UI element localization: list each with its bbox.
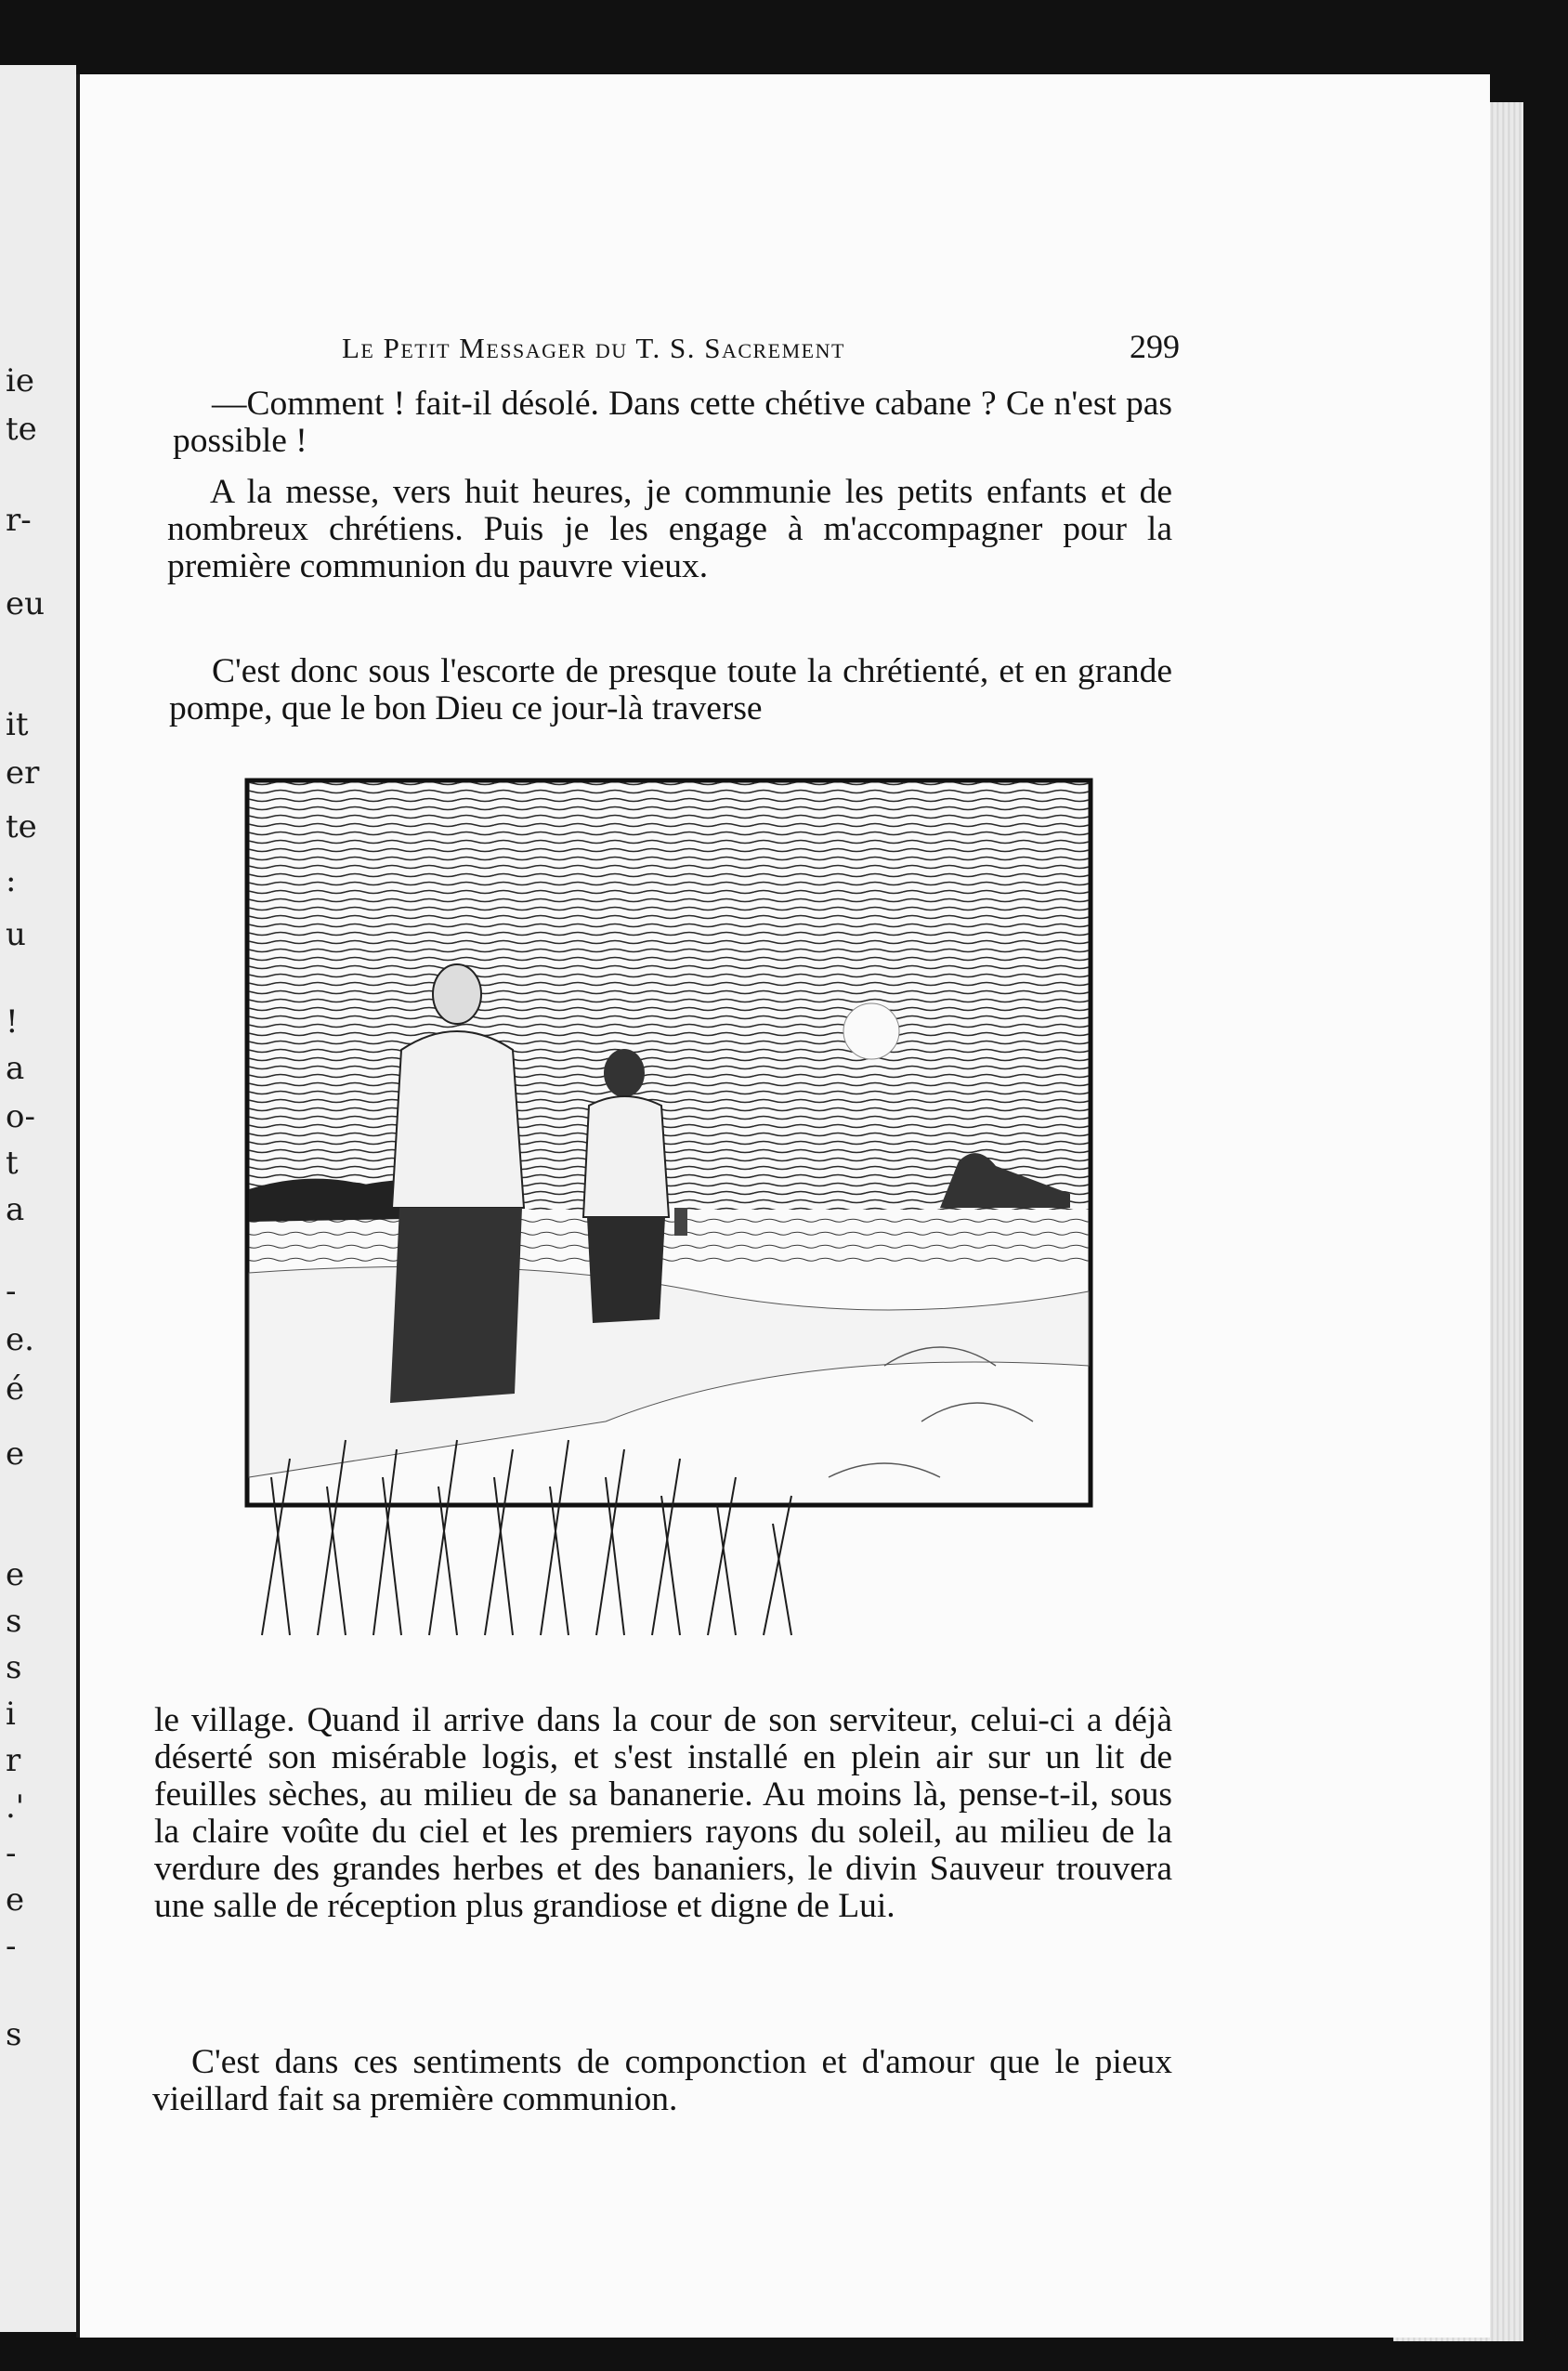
page-fragment: r <box>6 1742 21 1779</box>
page-fragment: it <box>6 706 29 743</box>
page-fragment: é <box>6 1370 25 1408</box>
page-fragment: - <box>6 1273 17 1310</box>
page-fragment: te <box>6 411 37 448</box>
page-fragment: i <box>6 1696 16 1733</box>
page-fragment: : <box>6 862 17 899</box>
page-fragment: te <box>6 808 37 845</box>
page-fragment: a <box>6 1191 25 1228</box>
page-fragment: u <box>6 916 26 953</box>
paragraph-5: C'est dans ces sentiments de componction et d'amour que le pieux vieillard fait sa première communion. <box>152 2043 1172 2118</box>
page-fragment: s <box>6 1603 22 1640</box>
engraving-illustration <box>234 771 1104 1665</box>
page-fragment: t <box>6 1145 19 1182</box>
page-fragment: o- <box>6 1098 35 1135</box>
page-fragment: .' <box>6 1788 25 1826</box>
running-header <box>342 327 1180 366</box>
page-fragment: - <box>6 1835 17 1872</box>
page-fragment: er <box>6 754 40 792</box>
page-fragment: - <box>6 1928 17 1965</box>
page-fragment: e <box>6 1435 25 1473</box>
page-fragment: ie <box>6 362 34 400</box>
page-fragment: s <box>6 2016 22 2053</box>
page-fragment: e <box>6 1556 25 1593</box>
procession-engraving <box>234 771 1104 1665</box>
paragraph-4: le village. Quand il arrive dans la cour de son serviteur, celui-ci a déjà déserté son misérable logis, et s'est installé en plein air sur un lit de feuilles sèches, au milieu de sa bananerie. Au moins là, pense-t-il, sous la claire voûte du ciel et les premiers rayons du soleil, au milieu de la verdure des grandes herbes et des bananiers, le divin Sauveur trouvera une salle de réception plus grandiose et digne de Lui. <box>154 1701 1172 1925</box>
page-fragment: ! <box>6 1003 19 1041</box>
page-number: 299 <box>1130 328 1180 365</box>
paragraph-2: A la messe, vers huit heures, je communie les petits enfants et de nombreux chrétiens. Puis je les engage à m'accompagner pour la première communion du pauvre vieux. <box>167 473 1172 585</box>
page-fragment: s <box>6 1649 22 1686</box>
paragraph-1: —Comment ! fait-il désolé. Dans cette chétive cabane ? Ce n'est pas possible ! <box>173 385 1172 460</box>
running-title: Le Petit Messager du T. S. Sacrement <box>342 332 845 364</box>
page-fragment: e <box>6 1881 25 1919</box>
previous-page-edge <box>0 65 76 2332</box>
page-fragment: eu <box>6 585 46 622</box>
paragraph-3: C'est donc sous l'escorte de presque toute la chrétienté, et en grande pompe, que le bon Dieu ce jour-là traverse <box>169 652 1172 727</box>
page-fragment: a <box>6 1050 25 1087</box>
page-fragment: r- <box>6 502 32 539</box>
page-fragment: e. <box>6 1321 34 1358</box>
